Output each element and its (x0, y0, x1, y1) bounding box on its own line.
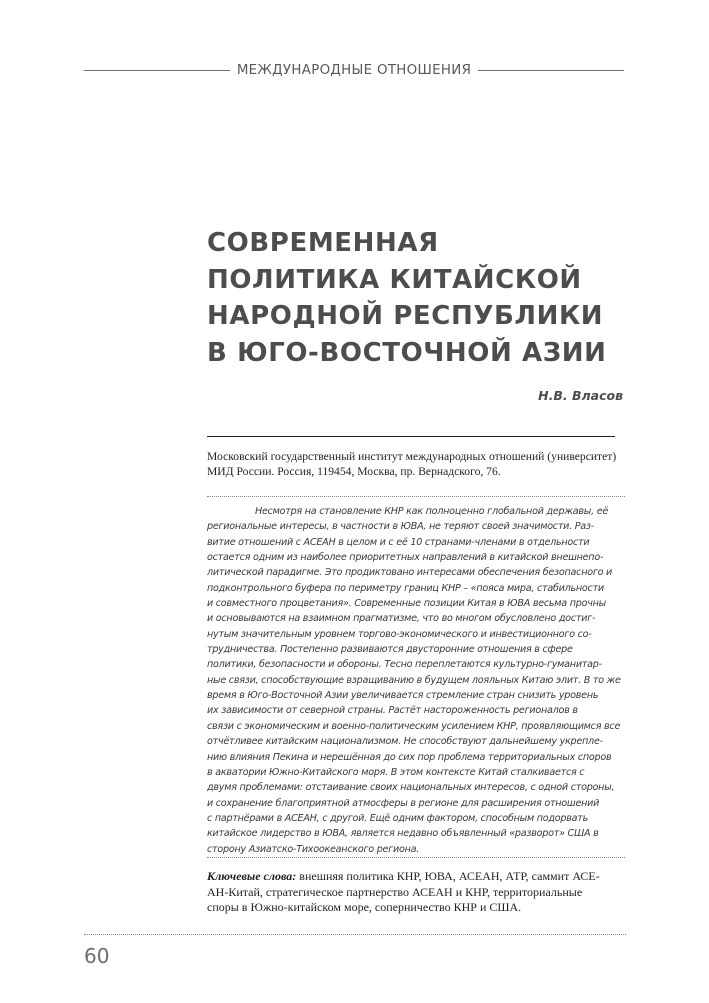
abstract-bottom-divider (207, 857, 625, 858)
title-line: НАРОДНОЙ РЕСПУБЛИКИ (207, 301, 604, 332)
section-title: МЕЖДУНАРОДНЫЕ ОТНОШЕНИЯ (236, 62, 472, 78)
abstract-line: их зависимости от северной страны. Растёт настороженность регионалов в (207, 705, 578, 717)
abstract-line: связи с экономическим и военно-политическим усилением КНР, проявляющимся все (207, 720, 621, 732)
abstract-line: ные связи, способствующие взращиванию в будущем лояльных Китаю элит. В то же (207, 674, 621, 686)
header-rule-left (84, 70, 230, 71)
abstract-line: в акватории Южно-Китайского моря. В этом контексте Китай сталкивается с (207, 766, 585, 778)
keywords (207, 869, 627, 916)
keywords-text: внешняя политика КНР, ЮВА, АСЕАН, АТР, саммит АСЕ- (296, 869, 600, 883)
abstract-line: отчётливее китайским национализмом. Не способствуют дальнейшему укрепле- (207, 736, 603, 748)
abstract-line: двумя проблемами: отстаивание своих национальных интересов, с одной стороны, (207, 782, 615, 794)
abstract-line: региональные интересы, в частности в ЮВА, не теряют своей значимости. Раз- (207, 521, 594, 533)
abstract-line: время в Юго-Восточной Азии увеличивается стремление стран снизить уровень (207, 690, 599, 702)
header-rule-right (478, 70, 624, 71)
abstract-line: литической парадигме. Это продиктовано интересами обеспечения безопасного и (207, 567, 613, 579)
page-number: 60 (84, 944, 110, 968)
affiliation-line: Московский государственный институт международных отношений (университет) (207, 450, 617, 463)
affiliation (207, 449, 627, 479)
author-name: Н.В. Власов (538, 388, 623, 403)
abstract-line: и основываются на взаимном прагматизме, что во многом обусловлено достиг- (207, 613, 596, 625)
keywords-line: АН-Китай, стратегическое партнерство АСЕАН и КНР, территориальные (207, 884, 583, 899)
author-divider (207, 436, 615, 437)
keywords-line: споры в Южно-китайском море, соперничество КНР и США. (207, 900, 522, 914)
affiliation-line: МИД России. Россия, 119454, Москва, пр. Вернадского, 76. (207, 465, 501, 478)
running-header (84, 61, 624, 79)
title-line: СОВРЕМЕННАЯ (207, 228, 439, 258)
abstract-line: и совместного процветания». Современные позиции Китая в ЮВА весьма прочны (207, 598, 606, 610)
abstract-line: трудничества. Постепенно развиваются двусторонние отношения в сфере (207, 644, 573, 656)
abstract-line: китайское лидерство в ЮВА, является недавно объявленный «разворот» США в (207, 828, 599, 840)
abstract-line: с партнёрами в АСЕАН, с другой. Ещё одним фактором, способным подорвать (207, 812, 589, 824)
abstract-line: сторону Азиатско-Тихоокеанского региона. (207, 843, 420, 855)
abstract-line: и сохранение благоприятной атмосферы в регионе для расширения отношений (207, 797, 600, 809)
abstract (207, 504, 627, 857)
abstract-line: витие отношений с АСЕАН в целом и с её 10 странами-членами в отдельности (207, 536, 590, 548)
abstract-line: нию влияния Пекина и нерешённая до сих пор проблема территориальных споров (207, 751, 612, 763)
title-line: В ЮГО-ВОСТОЧНОЙ АЗИИ (207, 337, 607, 368)
abstract-top-divider (207, 496, 625, 497)
abstract-line: политики, безопасности и обороны. Тесно переплетаются культурно-гуманитар- (207, 659, 602, 671)
abstract-line: Несмотря на становление КНР как полноценно глобальной державы, её (255, 506, 609, 517)
keywords-line (207, 869, 627, 885)
abstract-line: подконтрольного буфера по периметру границ КНР – «пояса мира, стабильности (207, 582, 604, 594)
footer-divider (84, 934, 626, 935)
abstract-line: нутым значительным уровнем торгово-экономического и инвестиционного со- (207, 628, 592, 640)
title-line: ПОЛИТИКА КИТАЙСКОЙ (207, 264, 582, 295)
keywords-label: Ключевые слова: (207, 869, 297, 883)
abstract-line: остается одним из наиболее приоритетных направлений в китайской внешнепо- (207, 552, 604, 564)
article-title (207, 225, 627, 371)
